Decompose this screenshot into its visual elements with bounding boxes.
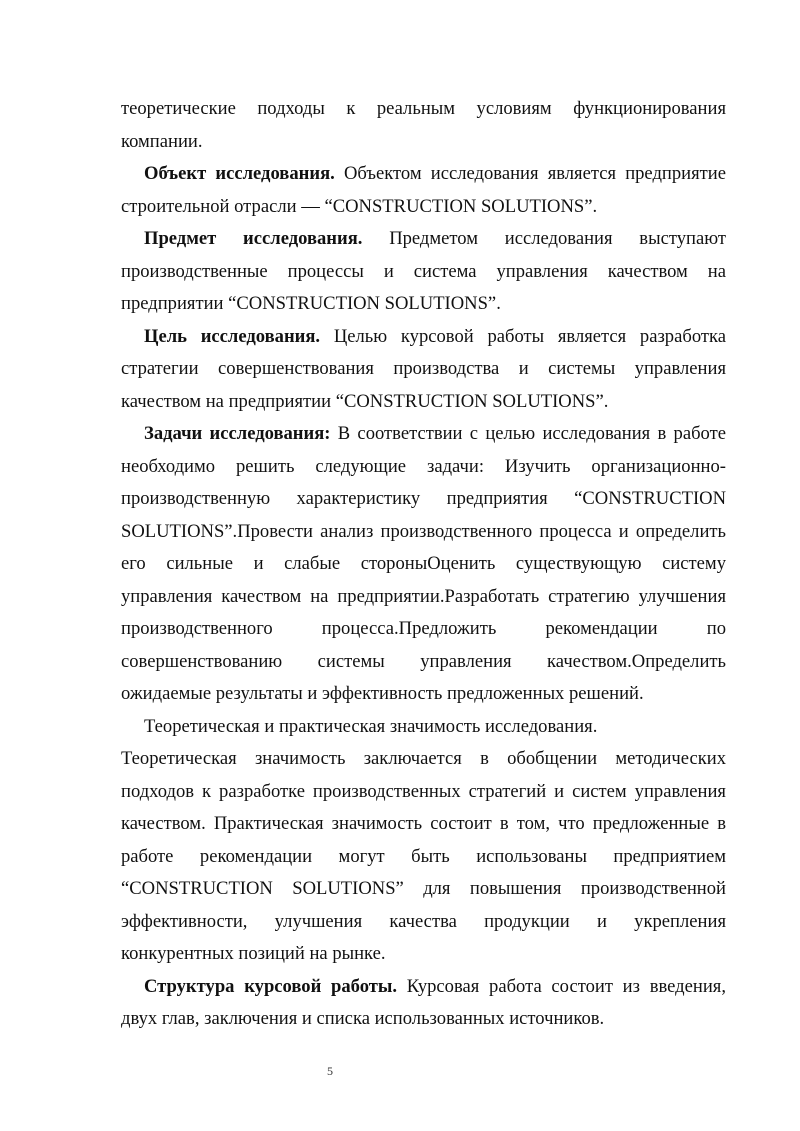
text-line (121, 873, 726, 906)
text-line (121, 646, 726, 679)
bold-heading: Предмет исследования. (144, 228, 363, 249)
line-text: Теоретическая значимость заключается в обобщении методических (121, 748, 726, 769)
text-line (121, 1003, 726, 1036)
line-text: двух глав, заключения и списка использованных источников. (121, 1008, 605, 1029)
line-text: теоретические подходы к реальным условиям функционирования (121, 98, 726, 119)
bold-heading: Структура курсовой работы. (144, 975, 398, 997)
line-text: качеством. Практическая значимость состоит в том, что предложенные в (121, 813, 726, 834)
line-text: Объектом исследования является предприятие (334, 163, 726, 184)
text-line (121, 93, 726, 126)
text-line (121, 418, 726, 451)
text-line (121, 548, 726, 581)
line-text: Целью курсовой работы является разработка (320, 325, 726, 347)
text-line (121, 808, 726, 841)
line-text: Курсовая работа состоит из введения, (397, 975, 726, 997)
line-text: В соответствии с целью исследования в работе (330, 423, 726, 444)
text-line (121, 613, 726, 646)
text-line (121, 288, 726, 321)
bold-heading: Задачи исследования: (144, 423, 331, 444)
line-text: Теоретическая и практическая значимость исследования. (144, 715, 598, 737)
text-line (121, 743, 726, 776)
text-line (121, 841, 726, 874)
text-line (121, 483, 726, 516)
text-line (121, 353, 726, 386)
line-text: подходов к разработке производственных стратегий и систем управления (121, 780, 726, 802)
line-text: совершенствованию системы управления качеством.Определить (121, 650, 726, 672)
line-text: работе рекомендации могут быть использованы предприятием (121, 845, 726, 867)
text-line (121, 451, 726, 484)
line-text: качеством на предприятии “CONSTRUCTION SOLUTIONS”. (121, 390, 609, 412)
line-text: Предметом исследования выступают (362, 228, 726, 249)
line-text: ожидаемые результаты и эффективность предложенных решений. (121, 683, 644, 704)
text-line (121, 158, 726, 191)
line-text: эффективности, улучшения качества продукции и укрепления (121, 910, 726, 932)
line-text: компании. (121, 130, 203, 152)
line-text: производственную характеристику предприятия “CONSTRUCTION (121, 488, 726, 509)
text-line (121, 516, 726, 549)
text-line (121, 938, 726, 971)
line-text: производственного процесса.Предложить рекомендации по (121, 618, 726, 639)
line-text: “CONSTRUCTION SOLUTIONS” для повышения производственной (121, 878, 726, 899)
text-line (121, 191, 726, 224)
bold-heading: Объект исследования. (144, 163, 335, 184)
text-line (121, 321, 726, 354)
text-line (121, 223, 726, 256)
text-line (121, 386, 726, 419)
text-line (121, 678, 726, 711)
text-line (121, 906, 726, 939)
document-body (121, 93, 726, 1036)
text-line (121, 126, 726, 159)
text-line (121, 256, 726, 289)
line-text: стратегии совершенствования производства и системы управления (121, 358, 726, 379)
line-text: SOLUTIONS”.Провести анализ производственного процесса и определить (121, 520, 726, 542)
line-text: производственные процессы и система управления качеством на (121, 260, 726, 282)
line-text: управления качеством на предприятии.Разработать стратегию улучшения (121, 585, 726, 607)
line-text: конкурентных позиций на рынке. (121, 943, 386, 964)
bold-heading: Цель исследования. (144, 325, 321, 347)
line-text: предприятии “CONSTRUCTION SOLUTIONS”. (121, 293, 501, 314)
page-number: 5 (327, 1064, 333, 1078)
text-line (121, 711, 726, 744)
text-line (121, 971, 726, 1004)
line-text: его сильные и слабые стороныОценить существующую систему (121, 553, 726, 574)
line-text: строительной отрасли — “CONSTRUCTION SOLUTIONS”. (121, 195, 598, 217)
text-line (121, 776, 726, 809)
line-text: необходимо решить следующие задачи: Изучить организационно- (121, 455, 726, 477)
text-line (121, 581, 726, 614)
